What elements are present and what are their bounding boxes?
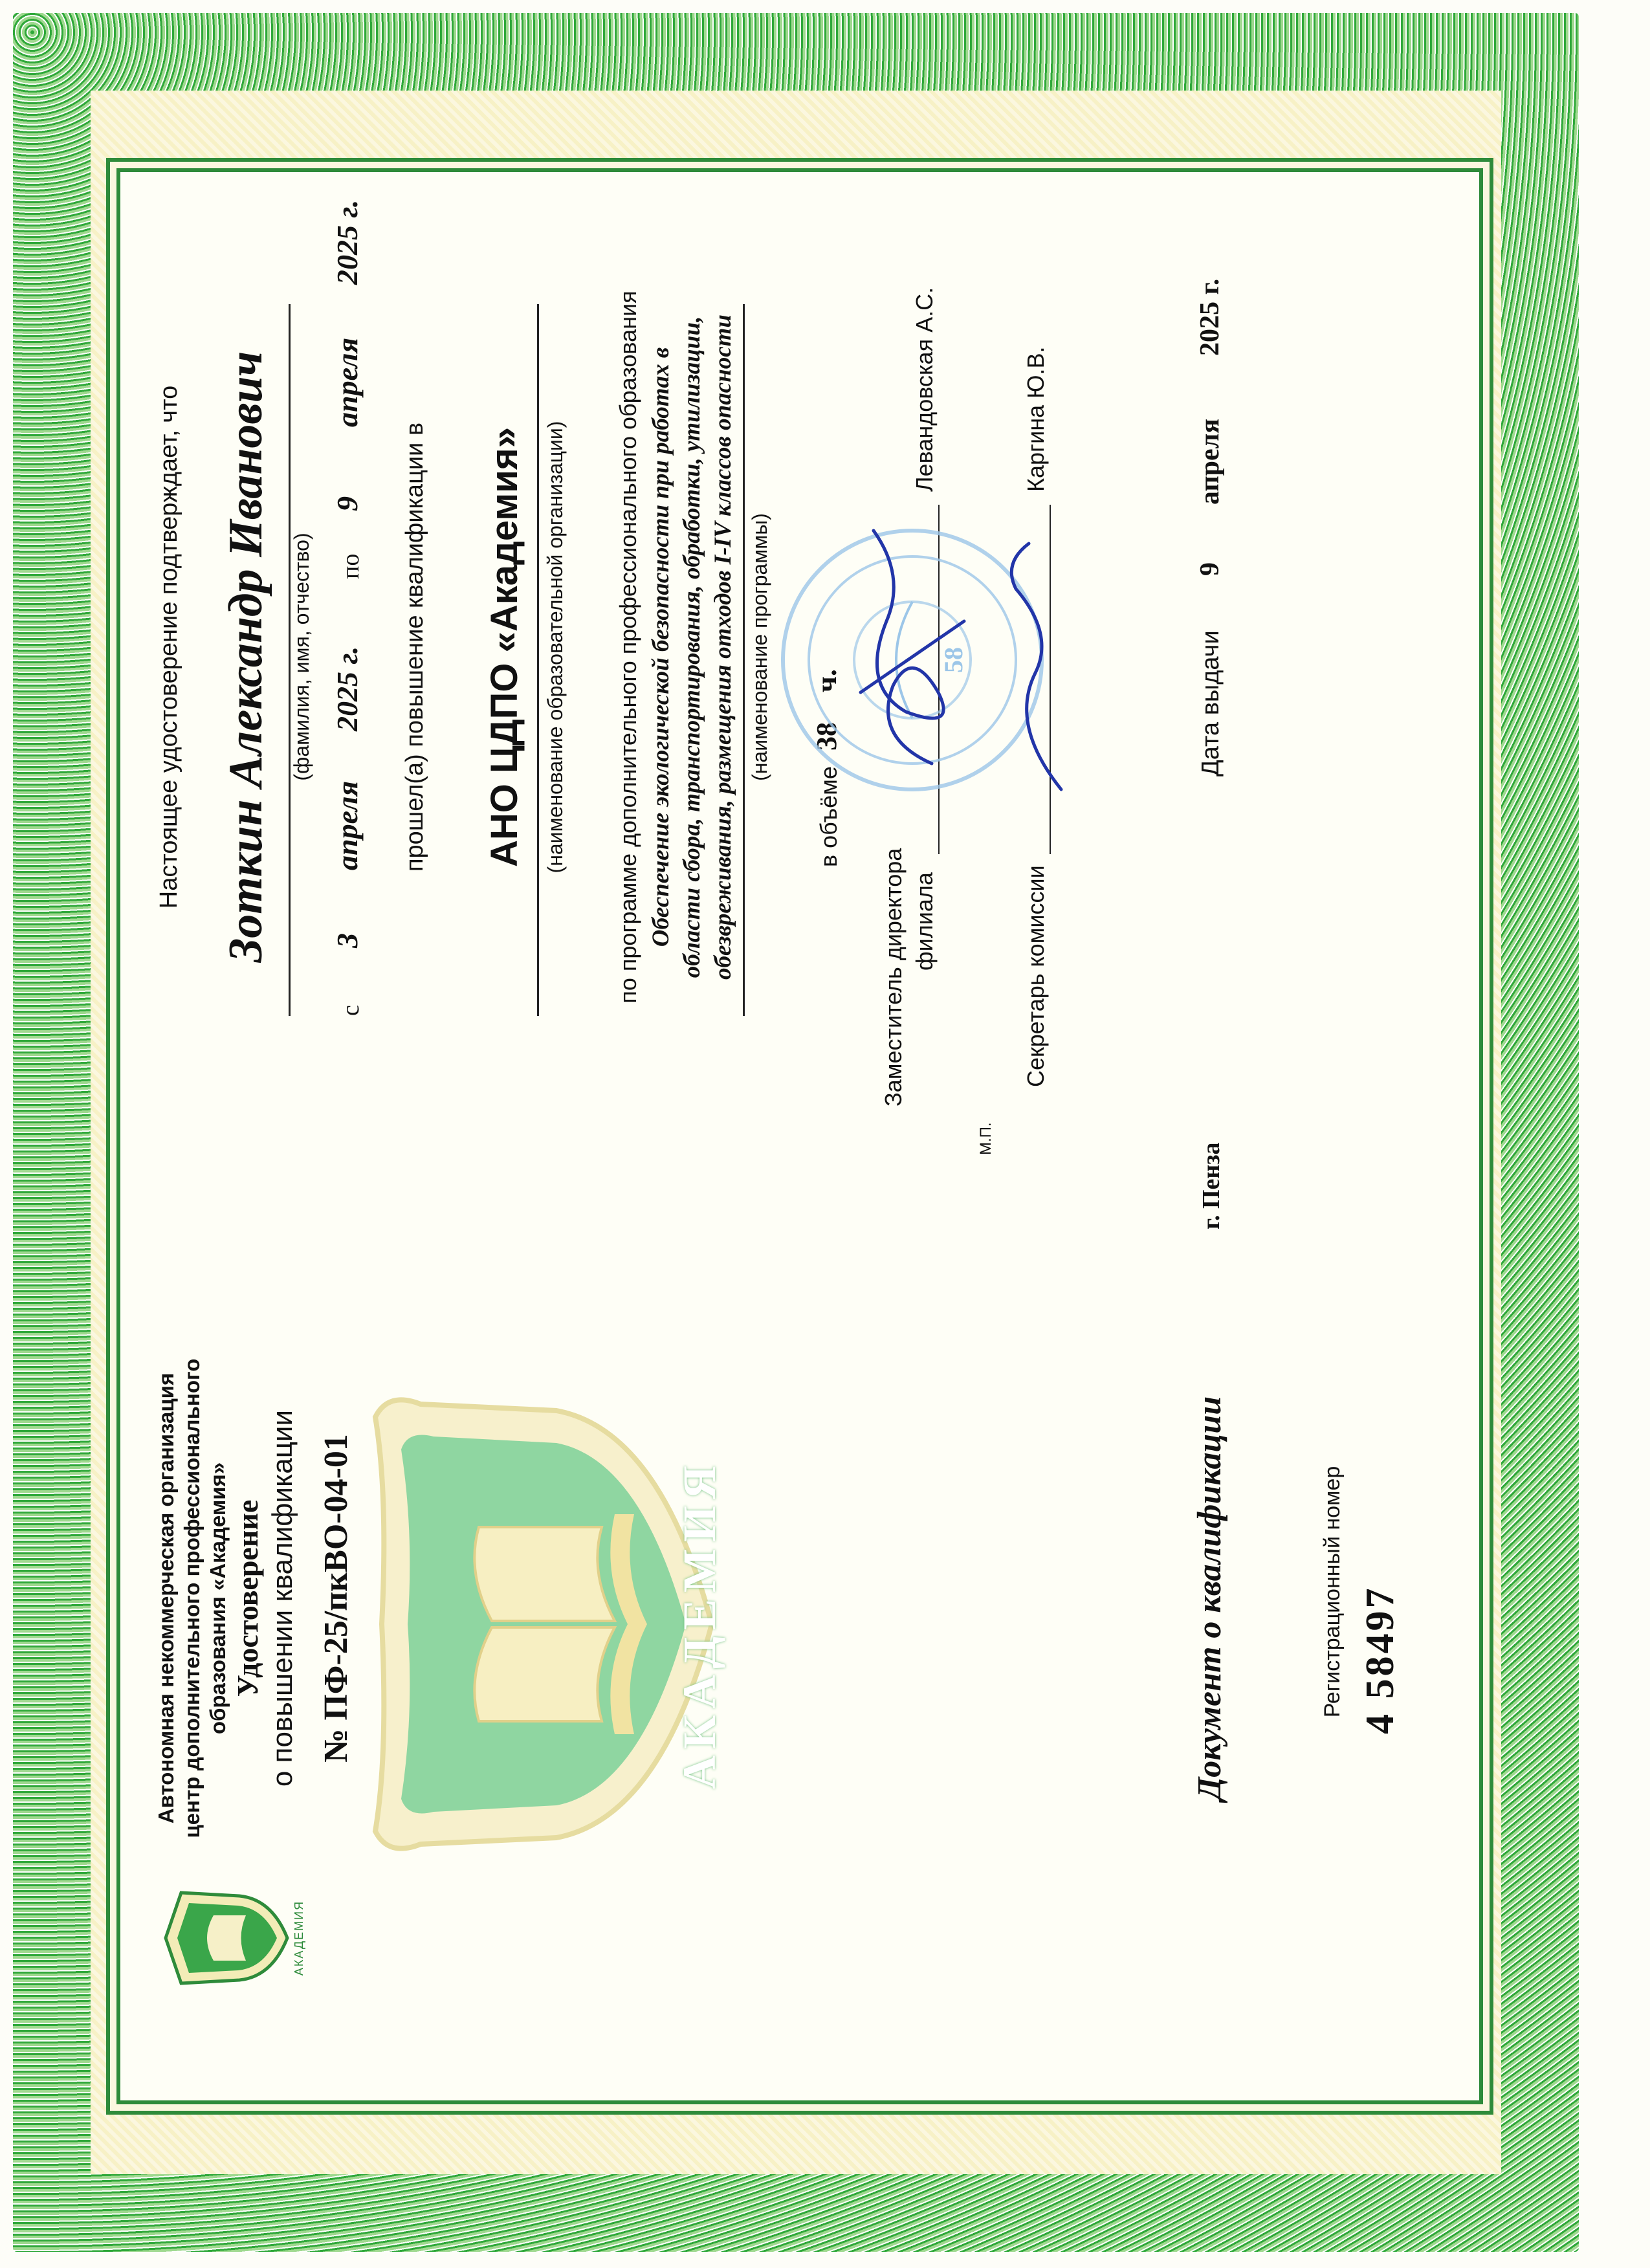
to-label: по: [337, 553, 364, 579]
secretary-label: Секретарь комиссии: [1022, 865, 1049, 1087]
org-underline: [537, 304, 539, 1016]
doc-title: Удостоверение: [231, 1499, 264, 1697]
small-logo: [162, 1886, 291, 1990]
reg-number: 4 58497: [1358, 1585, 1402, 1734]
org-name: АНО ЦДПО «Академия»: [483, 427, 525, 867]
issue-month: апреля: [1195, 419, 1225, 505]
reg-number-label: Регистрационный номер: [1320, 1466, 1345, 1718]
to-month: апреля: [331, 337, 364, 427]
org-caption: (наименование образовательной организации): [544, 421, 567, 874]
certificate-content: [116, 168, 1475, 2097]
program-line-3: обезвреживания, размещения отходов I-IV классов опасности: [710, 314, 736, 980]
program-line-1: Обеспечение экологической безопасности при работах в: [648, 347, 674, 947]
passed-text: прошел(а) повышение квалификации в: [401, 422, 428, 872]
from-day: 3: [331, 933, 364, 948]
intro-text: Настоящее удостоверение подтверждает, что: [155, 385, 182, 909]
program-line-2: области сбора, транспортирования, обработки, утилизации,: [679, 316, 705, 978]
program-underline: [743, 304, 745, 1016]
org-line-2: центр дополнительного профессионального: [180, 1358, 204, 1838]
academy-emblem: [362, 1365, 725, 1883]
issue-day: 9: [1195, 562, 1225, 576]
from-month: апреля: [331, 780, 364, 870]
volume-hours: 38: [811, 722, 842, 751]
secretary-name: Каргина Ю.В.: [1022, 346, 1049, 492]
small-shield-icon: [162, 1886, 291, 1990]
deputy-signature: [835, 505, 977, 789]
program-intro: по программе дополнительного профессионального образования: [615, 291, 641, 1004]
stamp-number: 58: [939, 647, 968, 673]
doc-subtitle: о повышении квалификации: [267, 1409, 298, 1787]
org-line-3: образования «Академия»: [206, 1462, 230, 1735]
volume-unit: ч.: [811, 669, 842, 692]
name-caption: (фамилия, имя, отчество): [290, 533, 313, 781]
small-logo-label: АКАДЕМИЯ: [292, 1900, 305, 1976]
org-line-1: Автономная некоммерческая организация: [154, 1372, 178, 1824]
doc-number: № ПФ-25/пкВО-04-01: [318, 1434, 355, 1763]
full-name: Зоткин Александр Иванович: [219, 351, 272, 963]
program-caption: (наименование программы): [748, 513, 771, 781]
city: г. Пенза: [1198, 1142, 1225, 1229]
issue-label: Дата выдачи: [1197, 630, 1224, 776]
issue-year: 2025 г.: [1195, 278, 1225, 356]
deputy-label-1: Заместитель директора: [880, 848, 907, 1106]
doc-kind: Документ о квалификации: [1191, 1396, 1228, 1801]
to-day: 9: [331, 496, 364, 511]
from-year: 2025 г.: [331, 646, 364, 731]
deputy-name: Левандовская А.С.: [911, 287, 938, 492]
to-year: 2025 г.: [331, 199, 364, 285]
deputy-label-2: филиала: [911, 872, 938, 971]
mp-label: М.П.: [977, 1122, 995, 1155]
emblem-label: АКАДЕМИЯ: [674, 1459, 725, 1789]
secretary-signature: [990, 531, 1081, 802]
volume-label: в объёме: [815, 766, 842, 867]
from-label: с: [337, 1005, 364, 1016]
